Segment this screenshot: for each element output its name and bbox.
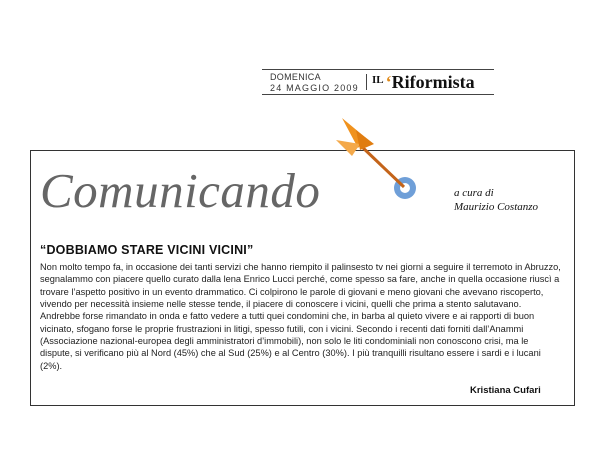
article-body: Non molto tempo fa, in occasione dei tanti servizi che hanno riempito il palinsesto tv nei giorni a seguire il terremoto in Abruzzo, segnalammo con piacere quello curato dalla lena Enrico Lucci perché, come spesso sa fare, anche in quella occasione riuscì a trovare l’aspetto positivo in un evento drammatico. Ci colpirono le parole di giovani e meno giovani che avevano riscoperto, vivendo per necessità insieme nelle stesse tende, il piacere di conoscere i vicini, quelli che prima a stento salutavano. Andrebbe forse rimandato in onda e fatto vedere a tutti quei condomini che, in barba al quieto vivere e ai rapporti di buon vicinato, sfogano forse le proprie frustrazioni in litigi, spesso futili, con i vicini. Secondo i recenti dati forniti dall’Anammi (Associazione nazional-europea degli amministratori d’immobili), non solo le liti condominiali non conoscono crisi, ma le dispute, si verificano più al Nord (45%) che al Sud (25%) e al Centro (30%). I più tranquilli risultano essere i sardi e i lucani (2%). [40,262,561,371]
column-title: Comunicando [40,163,321,218]
dart-shaft [360,145,404,187]
dart-target-icon [330,100,440,210]
logo-prefix: IL [372,74,384,86]
curator-label: a cura di [454,187,494,199]
curator-name: Maurizio Costanzo [454,201,539,213]
publication-date [270,73,359,93]
logo-accent-mark: ʻ [385,72,392,92]
masthead-divider [366,74,367,90]
column-curator [454,186,538,214]
article-byline: Kristiana Cufari [470,385,541,396]
newspaper-logo [372,72,475,93]
masthead [262,69,494,95]
date-day: DOMENICA [270,72,321,82]
article-headline: “DOBBIAMO STARE VICINI VICINI” [40,243,254,257]
date-full: 24 MAGGIO 2009 [270,83,359,93]
logo-name: Riformista [391,72,475,92]
